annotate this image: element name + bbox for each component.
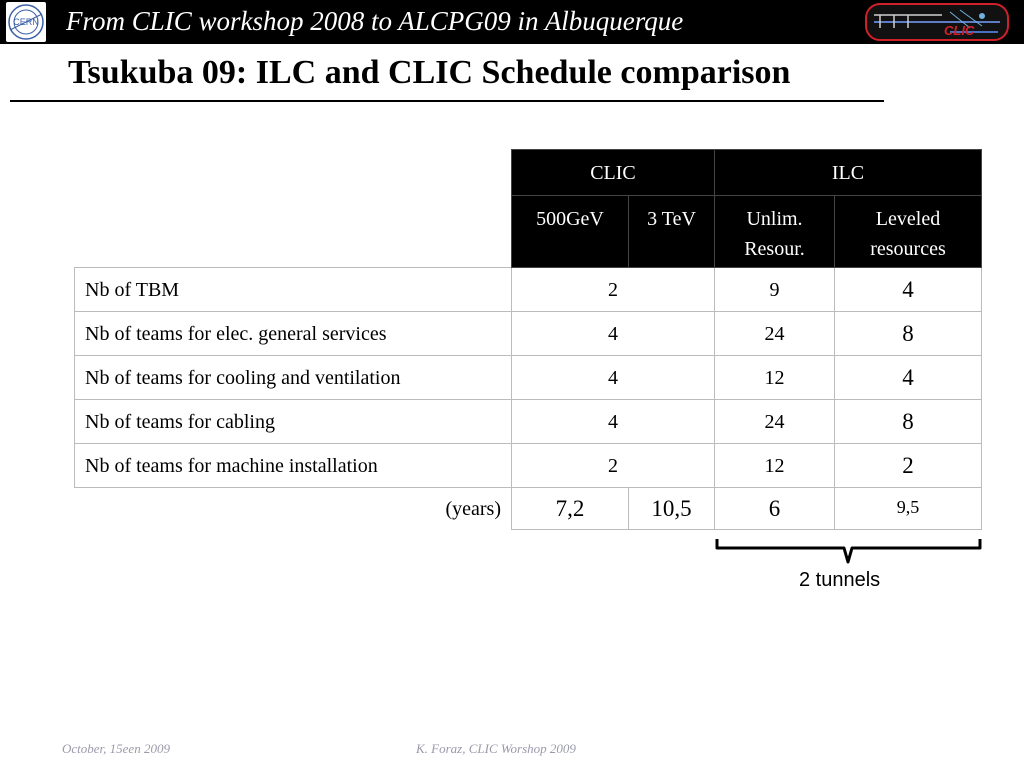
footer-date: October, 15een 2009 bbox=[62, 741, 170, 756]
slide-title: Tsukuba 09: ILC and CLIC Schedule comparison bbox=[68, 54, 791, 91]
cern-logo bbox=[6, 2, 46, 42]
table-corner bbox=[75, 150, 512, 196]
years-ilc-leveled: 9,5 bbox=[835, 488, 982, 530]
schedule-comparison-table bbox=[74, 149, 982, 530]
footer-author: K. Foraz, CLIC Worshop 2009 bbox=[416, 741, 576, 756]
years-row bbox=[75, 488, 982, 530]
ilc-leveled-value: 4 bbox=[835, 356, 982, 400]
clic-logo bbox=[850, 2, 1018, 42]
table-group-header-row bbox=[75, 150, 982, 196]
table-row bbox=[75, 312, 982, 356]
clic-value: 2 bbox=[512, 444, 715, 488]
subheader-3tev: 3 TeV bbox=[629, 196, 715, 268]
row-label: Nb of teams for cooling and ventilation bbox=[75, 356, 512, 400]
years-clic-500gev: 7,2 bbox=[512, 488, 629, 530]
title-underline bbox=[10, 100, 884, 102]
ilc-leveled-value: 2 bbox=[835, 444, 982, 488]
table-row bbox=[75, 444, 982, 488]
row-label: Nb of teams for cabling bbox=[75, 400, 512, 444]
header-ilc: ILC bbox=[715, 150, 982, 196]
clic-logo-text: CLIC bbox=[944, 23, 975, 38]
clic-value: 4 bbox=[512, 356, 715, 400]
tunnels-brace-icon bbox=[714, 538, 984, 566]
table-row bbox=[75, 356, 982, 400]
clic-value: 4 bbox=[512, 400, 715, 444]
ilc-leveled-value: 4 bbox=[835, 268, 982, 312]
years-ilc-unlimited: 6 bbox=[715, 488, 835, 530]
clic-value: 4 bbox=[512, 312, 715, 356]
subheader-unlimited-resources: Unlim. Resour. bbox=[715, 196, 835, 268]
ilc-unlimited-value: 24 bbox=[715, 400, 835, 444]
header-clic: CLIC bbox=[512, 150, 715, 196]
table-row bbox=[75, 268, 982, 312]
svg-text:CERN: CERN bbox=[13, 17, 39, 27]
years-clic-3tev: 10,5 bbox=[629, 488, 715, 530]
row-label: Nb of TBM bbox=[75, 268, 512, 312]
tunnels-label: 2 tunnels bbox=[799, 569, 881, 591]
header-title: From CLIC workshop 2008 to ALCPG09 in Albuquerque bbox=[66, 6, 684, 36]
cern-logo-icon bbox=[6, 2, 46, 42]
subheader-500gev: 500GeV bbox=[512, 196, 629, 268]
table-row bbox=[75, 400, 982, 444]
header-bar bbox=[0, 0, 1024, 44]
table-corner-sub bbox=[75, 196, 512, 268]
ilc-leveled-value: 8 bbox=[835, 400, 982, 444]
row-label: Nb of teams for elec. general services bbox=[75, 312, 512, 356]
clic-value: 2 bbox=[512, 268, 715, 312]
ilc-leveled-value: 8 bbox=[835, 312, 982, 356]
row-label: Nb of teams for machine installation bbox=[75, 444, 512, 488]
years-label: (years) bbox=[445, 497, 501, 520]
ilc-unlimited-value: 12 bbox=[715, 444, 835, 488]
subheader-leveled-resources: Leveled resources bbox=[835, 196, 982, 268]
clic-accelerator-icon bbox=[850, 2, 1018, 42]
ilc-unlimited-value: 24 bbox=[715, 312, 835, 356]
ilc-unlimited-value: 9 bbox=[715, 268, 835, 312]
ilc-unlimited-value: 12 bbox=[715, 356, 835, 400]
table-subheader-row bbox=[75, 196, 982, 268]
